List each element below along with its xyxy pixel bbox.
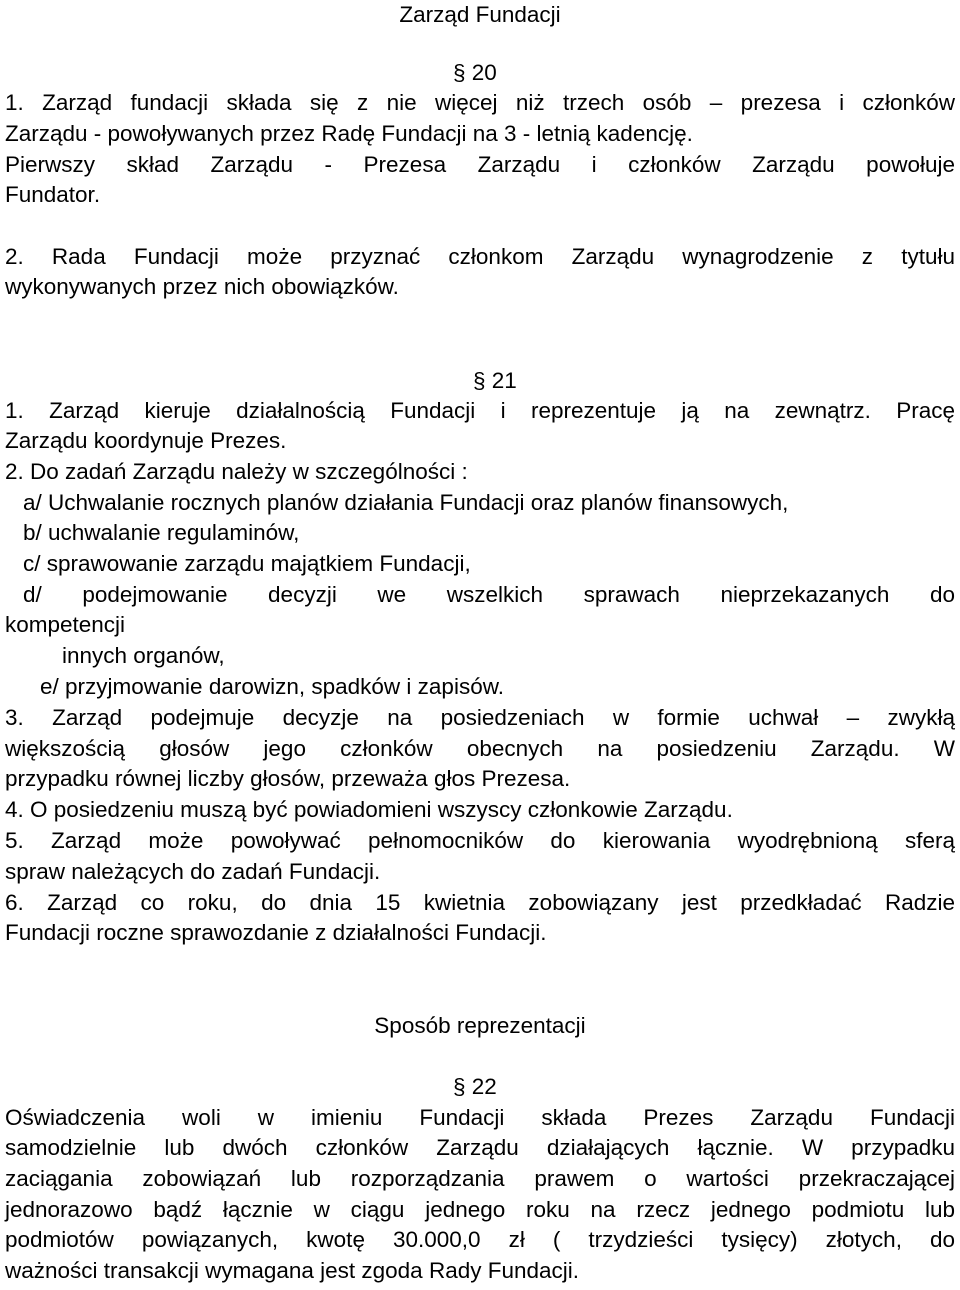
list-item: e/ przyjmowanie darowizn, spadków i zapisów. xyxy=(40,674,504,699)
paragraph-mark-22: § 22 xyxy=(453,1074,497,1099)
paragraph-line: przypadku równej liczby głosów, przeważa głos Prezesa. xyxy=(5,766,571,791)
paragraph-line: spraw należących do zadań Fundacji. xyxy=(5,859,381,884)
paragraph-line: zaciągania zobowiązań lub rozporządzania prawem o wartości przekraczającej xyxy=(5,1166,955,1191)
paragraph-mark-20: § 20 xyxy=(453,60,497,85)
paragraph-line: podmiotów powiązanych, kwotę 30.000,0 zł ( trzydzieści tysięcy) złotych, do xyxy=(5,1227,955,1252)
paragraph-line: 3. Zarząd podejmuje decyzje na posiedzeniach w formie uchwał – zwykłą xyxy=(5,705,955,730)
paragraph-line: wykonywanych przez nich obowiązków. xyxy=(5,274,399,299)
paragraph-line: 2. Rada Fundacji może przyznać członkom Zarządu wynagrodzenie z tytułu xyxy=(5,244,955,269)
paragraph-line: 4. O posiedzeniu muszą być powiadomieni wszyscy członkowie Zarządu. xyxy=(5,797,733,822)
list-item: d/ podejmowanie decyzji we wszelkich sprawach nieprzekazanych do xyxy=(23,582,955,607)
paragraph-line: jednorazowo bądź łącznie w ciągu jednego roku na rzecz jednego podmiotu lub xyxy=(5,1197,955,1222)
paragraph-line: większością głosów jego członków obecnych na posiedzeniu Zarządu. W xyxy=(5,736,955,761)
paragraph-line: 2. Do zadań Zarządu należy w szczególności : xyxy=(5,459,468,484)
paragraph-line: Zarządu - powoływanych przez Radę Fundacji na 3 - letnią kadencję. xyxy=(5,121,693,146)
list-item-continuation: kompetencji xyxy=(5,612,126,637)
paragraph-line: Zarządu koordynuje Prezes. xyxy=(5,428,287,453)
list-item: a/ Uchwalanie rocznych planów działania Fundacji oraz planów finansowych, xyxy=(23,490,789,515)
paragraph-line: samodzielnie lub dwóch członków Zarządu działających łącznie. W przypadku xyxy=(5,1135,955,1160)
list-item: c/ sprawowanie zarządu majątkiem Fundacji, xyxy=(23,551,471,576)
section-title-sposob-reprezentacji: Sposób reprezentacji xyxy=(374,1013,586,1038)
list-item-continuation: innych organów, xyxy=(62,643,225,668)
section-title-zarzad: Zarząd Fundacji xyxy=(399,2,561,27)
paragraph-line: Pierwszy skład Zarządu - Prezesa Zarządu i członków Zarządu powołuje xyxy=(5,152,955,177)
paragraph-line: 1. Zarząd kieruje działalnością Fundacji i reprezentuje ją na zewnątrz. Pracę xyxy=(5,398,955,423)
paragraph-line: 1. Zarząd fundacji składa się z nie więcej niż trzech osób – prezesa i członków xyxy=(5,90,955,115)
paragraph-line: Fundator. xyxy=(5,182,101,207)
paragraph-line: 6. Zarząd co roku, do dnia 15 kwietnia zobowiązany jest przedkładać Radzie xyxy=(5,890,955,915)
paragraph-line: Fundacji roczne sprawozdanie z działalności Fundacji. xyxy=(5,920,547,945)
list-item: b/ uchwalanie regulaminów, xyxy=(23,520,300,545)
paragraph-mark-21: § 21 xyxy=(473,368,517,393)
paragraph-line: Oświadczenia woli w imieniu Fundacji składa Prezes Zarządu Fundacji xyxy=(5,1105,955,1130)
paragraph-line: ważności transakcji wymagana jest zgoda Rady Fundacji. xyxy=(5,1258,580,1283)
paragraph-line: 5. Zarząd może powoływać pełnomocników do kierowania wyodrębnioną sferą xyxy=(5,828,955,853)
